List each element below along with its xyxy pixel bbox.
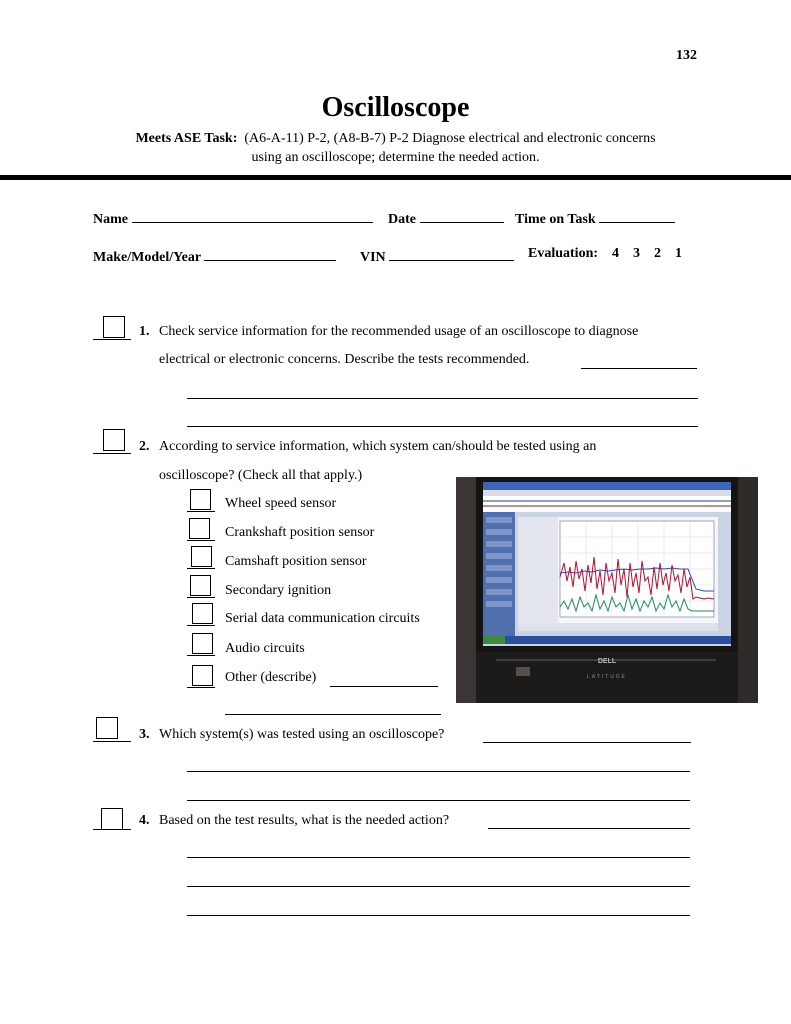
q3-checkbox[interactable] [96,717,118,739]
option-secondary-ignition-checkbox[interactable] [190,575,211,596]
ase-task-line-2: using an oscilloscope; determine the needed action. [251,150,540,165]
q4-answer-line-3[interactable] [187,886,690,887]
name-label: Name [93,212,128,227]
q4-answer-line-2[interactable] [187,857,690,858]
q3-text-line-1: Which system(s) was tested using an oscilloscope? [159,727,445,742]
q1-answer-line-3[interactable] [187,426,698,427]
laptop-brand-text: DELL [597,658,617,665]
q1-checkbox[interactable] [103,316,125,338]
q4-answer-line-4[interactable] [187,915,690,916]
q1-answer-line-2[interactable] [187,398,698,399]
q1-number: 1. [139,324,150,339]
option-audio-checkbox[interactable] [192,633,213,654]
option-serial-data-label: Serial data communication circuits [225,611,420,626]
option-wheel-speed-checkbox[interactable] [190,489,211,510]
evaluation-score-4[interactable]: 4 [612,246,620,261]
option-other-describe-line[interactable] [330,686,438,687]
option-wheel-speed-label: Wheel speed sensor [225,496,337,511]
option-camshaft-checkbox[interactable] [191,546,212,567]
option-crankshaft-checkbox[interactable] [189,518,210,539]
vin-field [360,246,514,266]
ase-task-line-1 [0,131,791,147]
evaluation-score-2[interactable]: 2 [654,246,662,261]
q3-number: 3. [139,727,150,742]
name-field [93,208,373,228]
option-underline [187,568,215,569]
option-underline [187,540,215,541]
q2-checkbox[interactable] [103,429,125,451]
make-model-year-field [93,246,336,266]
evaluation-score-1[interactable]: 1 [675,246,683,261]
option-other-describe-line-2[interactable] [225,714,441,715]
date-field [388,208,504,228]
date-blank[interactable] [420,208,504,223]
page-number: 132 [676,48,697,63]
evaluation-score-3[interactable]: 3 [633,246,641,261]
option-secondary-ignition-label: Secondary ignition [225,583,332,598]
q2-text-line-2: oscilloscope? (Check all that apply.) [159,468,363,483]
make-model-year-label: Make/Model/Year [93,250,201,265]
option-underline [187,687,215,688]
q3-answer-line-2[interactable] [187,771,690,772]
page-title: Oscilloscope [321,92,470,123]
q4-number: 4. [139,813,150,828]
option-underline [187,655,215,656]
oscilloscope-laptop-photo [456,477,758,703]
time-on-task-field [515,208,675,228]
q1-text-line-1: Check service information for the recommended usage of an oscilloscope to diagnose [159,324,639,339]
time-on-task-blank[interactable] [599,208,675,223]
q1-text-line-2: electrical or electronic concerns. Describe the tests recommended. [159,352,530,367]
oscilloscope-laptop-image [456,477,758,703]
q4-text-line-1: Based on the test results, what is the needed action? [159,813,450,828]
vin-label: VIN [360,250,386,265]
option-serial-data-checkbox[interactable] [192,603,213,624]
q1-answer-line-1[interactable] [581,368,697,369]
option-underline [187,625,215,626]
vin-blank[interactable] [389,246,514,261]
time-on-task-label: Time on Task [515,212,596,227]
option-other-label: Other (describe) [225,670,317,685]
option-crankshaft-label: Crankshaft position sensor [225,525,375,540]
make-model-year-blank[interactable] [204,246,336,261]
q2-check-line [93,453,131,454]
option-underline [187,597,215,598]
q3-answer-line-3[interactable] [187,800,690,801]
option-audio-label: Audio circuits [225,641,305,656]
q3-answer-line-1[interactable] [483,742,691,743]
name-blank[interactable] [132,208,373,223]
q2-number: 2. [139,439,150,454]
evaluation-label: Evaluation: [528,246,599,261]
option-underline [187,511,215,512]
option-other-checkbox[interactable] [192,665,213,686]
ase-task-text-1: (A6-A-11) P-2, (A8-B-7) P-2 Diagnose electrical and electronic concerns [244,131,656,146]
ase-task-label: Meets ASE Task: [135,131,238,146]
q3-check-line [93,741,131,742]
q1-check-line [93,339,131,340]
option-camshaft-label: Camshaft position sensor [225,554,367,569]
date-label: Date [388,212,416,227]
laptop-model-text: LATITUDE [587,674,627,680]
q2-text-line-1: According to service information, which system can/should be tested using an [159,439,597,454]
q4-answer-line-1[interactable] [488,828,690,829]
header-divider [0,175,791,180]
evaluation-field [528,246,682,262]
q4-checkbox[interactable] [101,808,123,830]
